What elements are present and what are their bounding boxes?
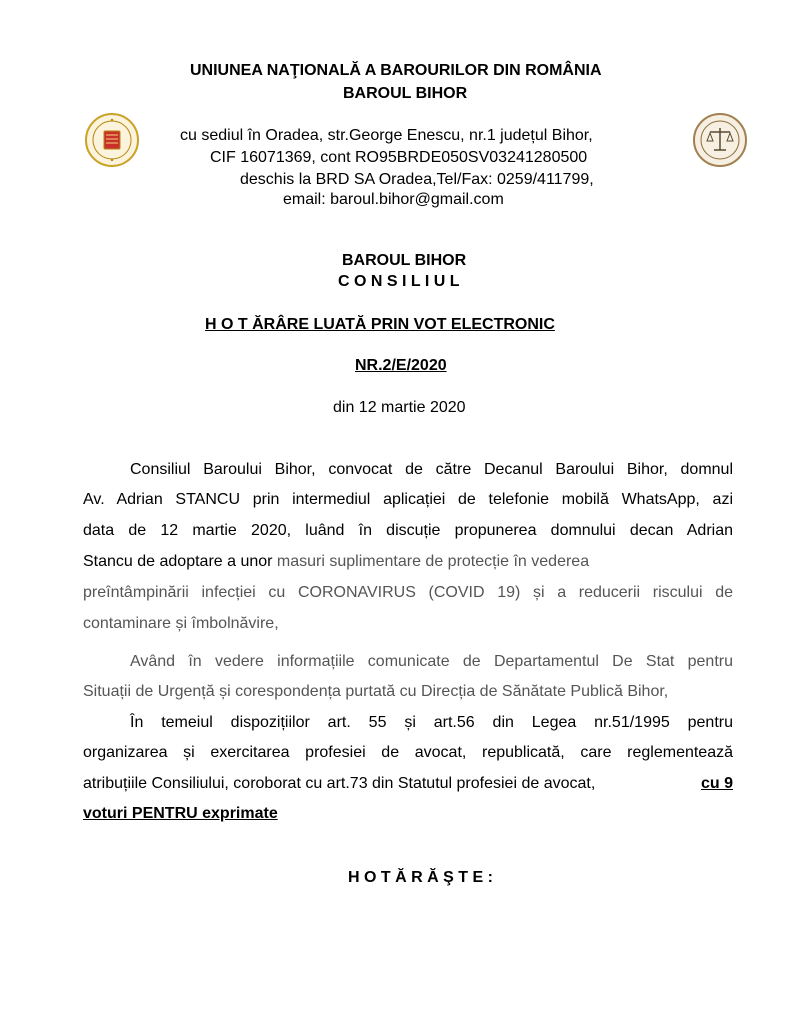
paragraph-1-line-1: Consiliul Baroului Bihor, convocat de către Decanul Baroului Bihor, domnul — [130, 461, 733, 478]
decision-heading: H O T Ă R Ă Ş T E : — [348, 869, 493, 886]
organization-subtitle: BAROUL BIHOR — [343, 85, 468, 102]
paragraph-1-line-4-start: Stancu de adoptare a unor — [83, 553, 277, 570]
issuer-council: C O N S I L I U L — [338, 273, 460, 290]
paragraph-1-line-4-end: masuri suplimentare de protecție în vederea — [276, 553, 590, 570]
decision-number: NR.2/E/2020 — [355, 357, 447, 374]
address-line-3: deschis la BRD SA Oradea,Tel/Fax: 0259/411799, — [240, 171, 594, 188]
address-line-1: cu sediul în Oradea, str.George Enescu, nr.1 județul Bihor, — [180, 127, 593, 144]
paragraph-3-line-2: organizarea și exercitarea profesiei de avocat, republicată, care reglementează — [83, 744, 733, 761]
email-line: email: baroul.bihor@gmail.com — [283, 191, 504, 208]
vote-count-end: voturi PENTRU exprimate — [83, 805, 278, 822]
decision-date: din 12 martie 2020 — [333, 399, 466, 416]
address-line-2: CIF 16071369, cont RO95BRDE050SV03241280500 — [210, 149, 588, 166]
paragraph-1-line-5: preîntâmpinării infecției cu CORONAVIRUS (COVID 19) și a reducerii riscului de — [83, 584, 733, 601]
paragraph-3-line-3-start: atribuțiile Consiliului, coroborat cu art.73 din Statutul profesiei de avocat, — [83, 775, 596, 792]
scales-of-justice-seal-icon — [692, 112, 748, 168]
bar-association-seal-icon — [84, 112, 140, 168]
paragraph-3-line-3 — [83, 775, 733, 793]
paragraph-2-line-2: Situații de Urgență și corespondența purtată cu Direcția de Sănătate Publică Bihor, — [83, 683, 669, 700]
decision-title: H O T ĂRÂRE LUATĂ PRIN VOT ELECTRONIC — [205, 316, 555, 333]
organization-name: UNIUNEA NAŢIONALĂ A BAROURILOR DIN ROMÂNIA — [190, 62, 602, 79]
paragraph-1-line-4 — [83, 553, 733, 571]
paragraph-3-line-1: În temeiul dispozițiilor art. 55 și art.56 din Legea nr.51/1995 pentru — [130, 714, 733, 731]
vote-count-start: cu 9 — [700, 775, 733, 792]
issuer-name: BAROUL BIHOR — [342, 252, 467, 269]
paragraph-1-line-6: contaminare și îmbolnăvire, — [83, 615, 279, 632]
paragraph-2-line-1: Având în vedere informațiile comunicate de Departamentul De Stat pentru — [130, 653, 733, 670]
paragraph-1-line-3: data de 12 martie 2020, luând în discuție propunerea domnului decan Adrian — [83, 522, 733, 539]
paragraph-1-line-2: Av. Adrian STANCU prin intermediul aplicației de telefonie mobilă WhatsApp, azi — [83, 491, 733, 508]
